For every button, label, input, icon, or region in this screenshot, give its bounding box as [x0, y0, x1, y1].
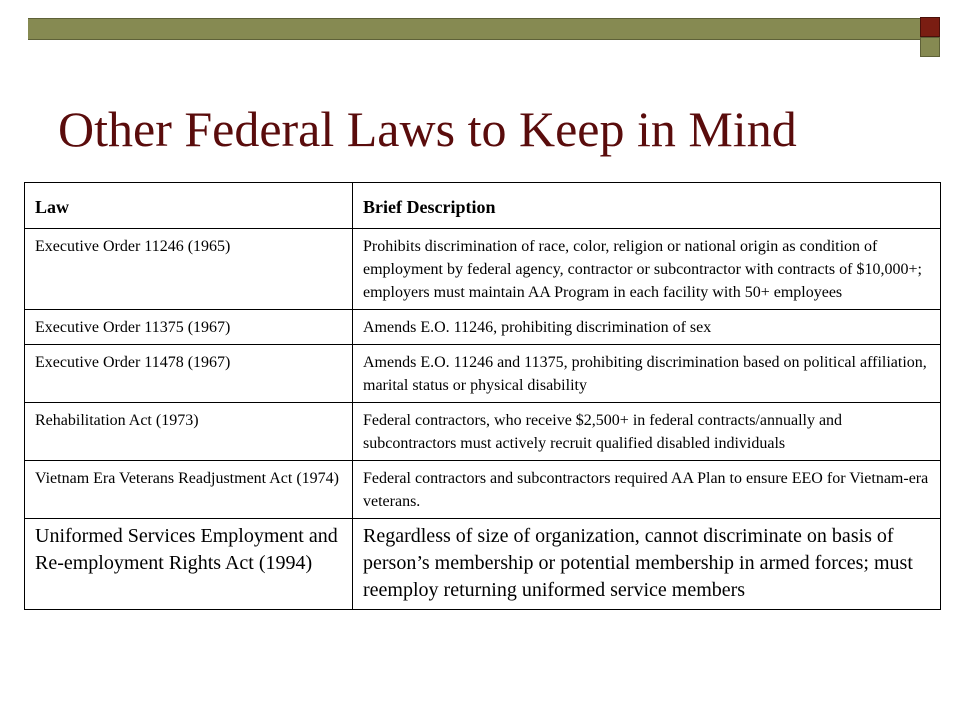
header-law: Law [25, 183, 353, 229]
description-cell: Amends E.O. 11246 and 11375, prohibiting discrimination based on political affiliation, marital status or physical disability [353, 345, 941, 403]
table-row [25, 310, 941, 345]
table-header-row [25, 183, 941, 229]
table-row [25, 461, 941, 519]
table-row [25, 403, 941, 461]
table-row [25, 519, 941, 610]
description-cell: Amends E.O. 11246, prohibiting discrimination of sex [353, 310, 941, 345]
description-cell: Regardless of size of organization, cannot discriminate on basis of person’s membership or potential membership in armed forces; must reemploy returning uniformed service members [353, 519, 941, 610]
law-cell: Rehabilitation Act (1973) [25, 403, 353, 461]
table-row [25, 345, 941, 403]
laws-table [24, 182, 941, 610]
header-description: Brief Description [353, 183, 941, 229]
description-cell: Federal contractors and subcontractors required AA Plan to ensure EEO for Vietnam-era veterans. [353, 461, 941, 519]
top-accent-bar [28, 18, 920, 40]
slide-title: Other Federal Laws to Keep in Mind [58, 101, 797, 157]
table-row [25, 229, 941, 310]
law-cell: Executive Order 11375 (1967) [25, 310, 353, 345]
law-cell: Executive Order 11246 (1965) [25, 229, 353, 310]
accent-square-red [920, 17, 940, 37]
description-cell: Federal contractors, who receive $2,500+ in federal contracts/annually and subcontractors must actively recruit qualified disabled individuals [353, 403, 941, 461]
law-cell: Uniformed Services Employment and Re-employment Rights Act (1994) [25, 519, 353, 610]
description-cell: Prohibits discrimination of race, color, religion or national origin as condition of employment by federal agency, contractor or subcontractor with contracts of $10,000+; employers must maintain AA Program in each facility with 50+ employees [353, 229, 941, 310]
law-cell: Vietnam Era Veterans Readjustment Act (1974) [25, 461, 353, 519]
law-cell: Executive Order 11478 (1967) [25, 345, 353, 403]
accent-square-olive [920, 37, 940, 57]
